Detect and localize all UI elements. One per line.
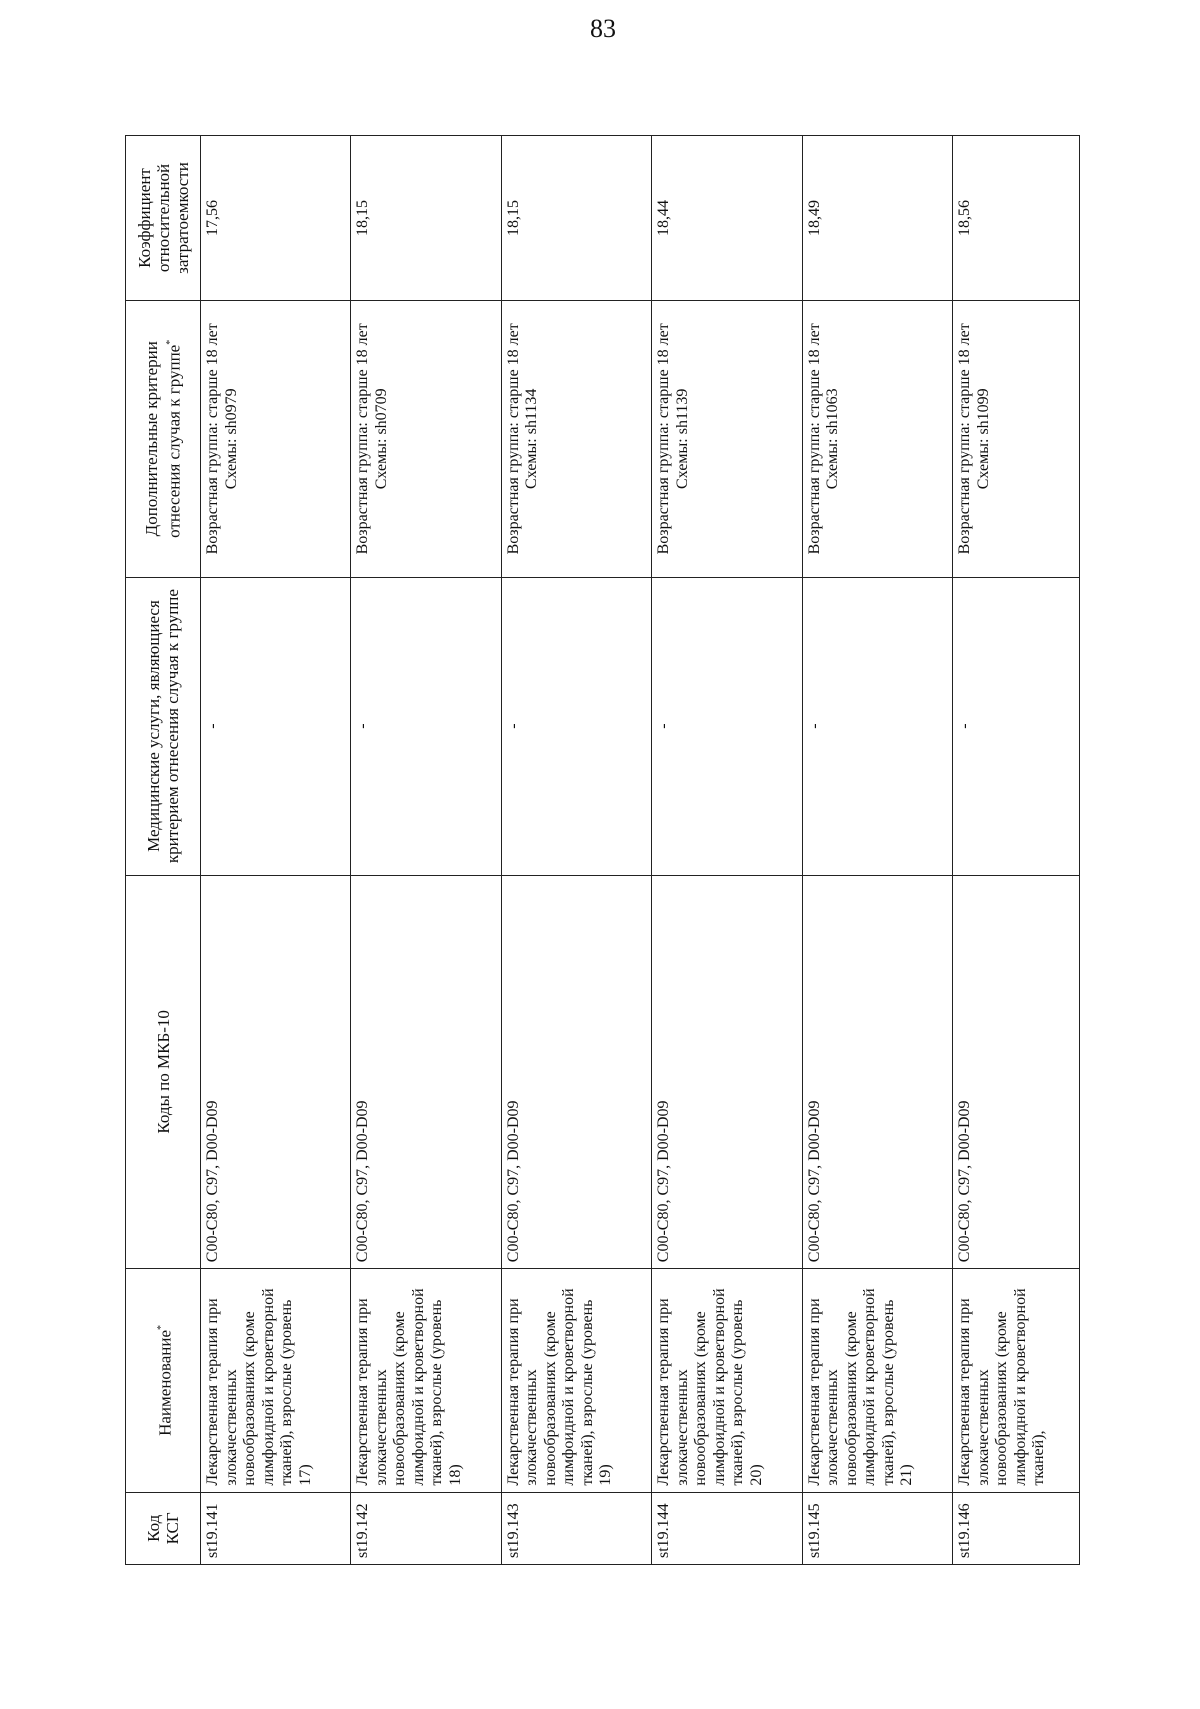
cell-services: - bbox=[351, 577, 501, 875]
cell-mkb: C00-C80, C97, D00-D09 bbox=[652, 875, 802, 1269]
ksg-table bbox=[125, 135, 1080, 1565]
cell-coef: 18,49 bbox=[802, 136, 952, 301]
cell-mkb: C00-C80, C97, D00-D09 bbox=[953, 875, 1080, 1269]
cell-code: st19.141 bbox=[201, 1492, 351, 1564]
cell-criteria: Возрастная группа: старше 18 лет Схемы: sh1063 bbox=[802, 300, 952, 577]
cell-name: Лекарственная терапия при злокачественных новообразованиях (кроме лимфоидной и кроветворной тканей), взрослые (уровень 21) bbox=[802, 1269, 952, 1492]
cell-services: - bbox=[802, 577, 952, 875]
cell-name: Лекарственная терапия при злокачественных новообразованиях (кроме лимфоидной и кроветворной тканей), взрослые (уровень 18) bbox=[351, 1269, 501, 1492]
cell-services: - bbox=[652, 577, 802, 875]
table-row bbox=[652, 136, 802, 1565]
header-criteria: Дополнительные критерии отнесения случая к группе* bbox=[126, 300, 201, 577]
cell-code: st19.144 bbox=[652, 1492, 802, 1564]
table-header-row bbox=[126, 136, 201, 1565]
cell-criteria: Возрастная группа: старше 18 лет Схемы: sh1139 bbox=[652, 300, 802, 577]
cell-criteria: Возрастная группа: старше 18 лет Схемы: sh0979 bbox=[201, 300, 351, 577]
table-row bbox=[201, 136, 351, 1565]
cell-coef: 18,15 bbox=[351, 136, 501, 301]
cell-coef: 17,56 bbox=[201, 136, 351, 301]
cell-code: st19.142 bbox=[351, 1492, 501, 1564]
cell-services: - bbox=[501, 577, 651, 875]
cell-services: - bbox=[953, 577, 1080, 875]
ksg-table-rotated bbox=[125, 135, 1080, 1565]
table-row bbox=[351, 136, 501, 1565]
header-services: Медицинские услуги, являющиеся критерием отнесения случая к группе bbox=[126, 577, 201, 875]
cell-coef: 18,15 bbox=[501, 136, 651, 301]
header-mkb: Коды по МКБ-10 bbox=[126, 875, 201, 1269]
cell-mkb: C00-C80, C97, D00-D09 bbox=[351, 875, 501, 1269]
cell-mkb: C00-C80, C97, D00-D09 bbox=[201, 875, 351, 1269]
page-number: 83 bbox=[590, 14, 616, 43]
cell-name: Лекарственная терапия при злокачественных новообразованиях (кроме лимфоидной и кроветворной тканей), bbox=[953, 1269, 1080, 1492]
cell-name: Лекарственная терапия при злокачественных новообразованиях (кроме лимфоидной и кроветворной тканей), взрослые (уровень 17) bbox=[201, 1269, 351, 1492]
header-code: Код КСГ bbox=[126, 1492, 201, 1564]
cell-name: Лекарственная терапия при злокачественных новообразованиях (кроме лимфоидной и кроветворной тканей), взрослые (уровень 19) bbox=[501, 1269, 651, 1492]
cell-code: st19.143 bbox=[501, 1492, 651, 1564]
cell-services: - bbox=[201, 577, 351, 875]
cell-code: st19.145 bbox=[802, 1492, 952, 1564]
cell-criteria: Возрастная группа: старше 18 лет Схемы: sh1099 bbox=[953, 300, 1080, 577]
cell-mkb: C00-C80, C97, D00-D09 bbox=[501, 875, 651, 1269]
table-row bbox=[501, 136, 651, 1565]
header-coef: Коэффициент относительной затратоемкости bbox=[126, 136, 201, 301]
cell-criteria: Возрастная группа: старше 18 лет Схемы: sh1134 bbox=[501, 300, 651, 577]
cell-coef: 18,44 bbox=[652, 136, 802, 301]
header-name: Наименование* bbox=[126, 1269, 201, 1492]
cell-name: Лекарственная терапия при злокачественных новообразованиях (кроме лимфоидной и кроветворной тканей), взрослые (уровень 20) bbox=[652, 1269, 802, 1492]
table-row bbox=[953, 136, 1080, 1565]
cell-criteria: Возрастная группа: старше 18 лет Схемы: sh0709 bbox=[351, 300, 501, 577]
cell-coef: 18,56 bbox=[953, 136, 1080, 301]
cell-code: st19.146 bbox=[953, 1492, 1080, 1564]
cell-mkb: C00-C80, C97, D00-D09 bbox=[802, 875, 952, 1269]
table-row bbox=[802, 136, 952, 1565]
